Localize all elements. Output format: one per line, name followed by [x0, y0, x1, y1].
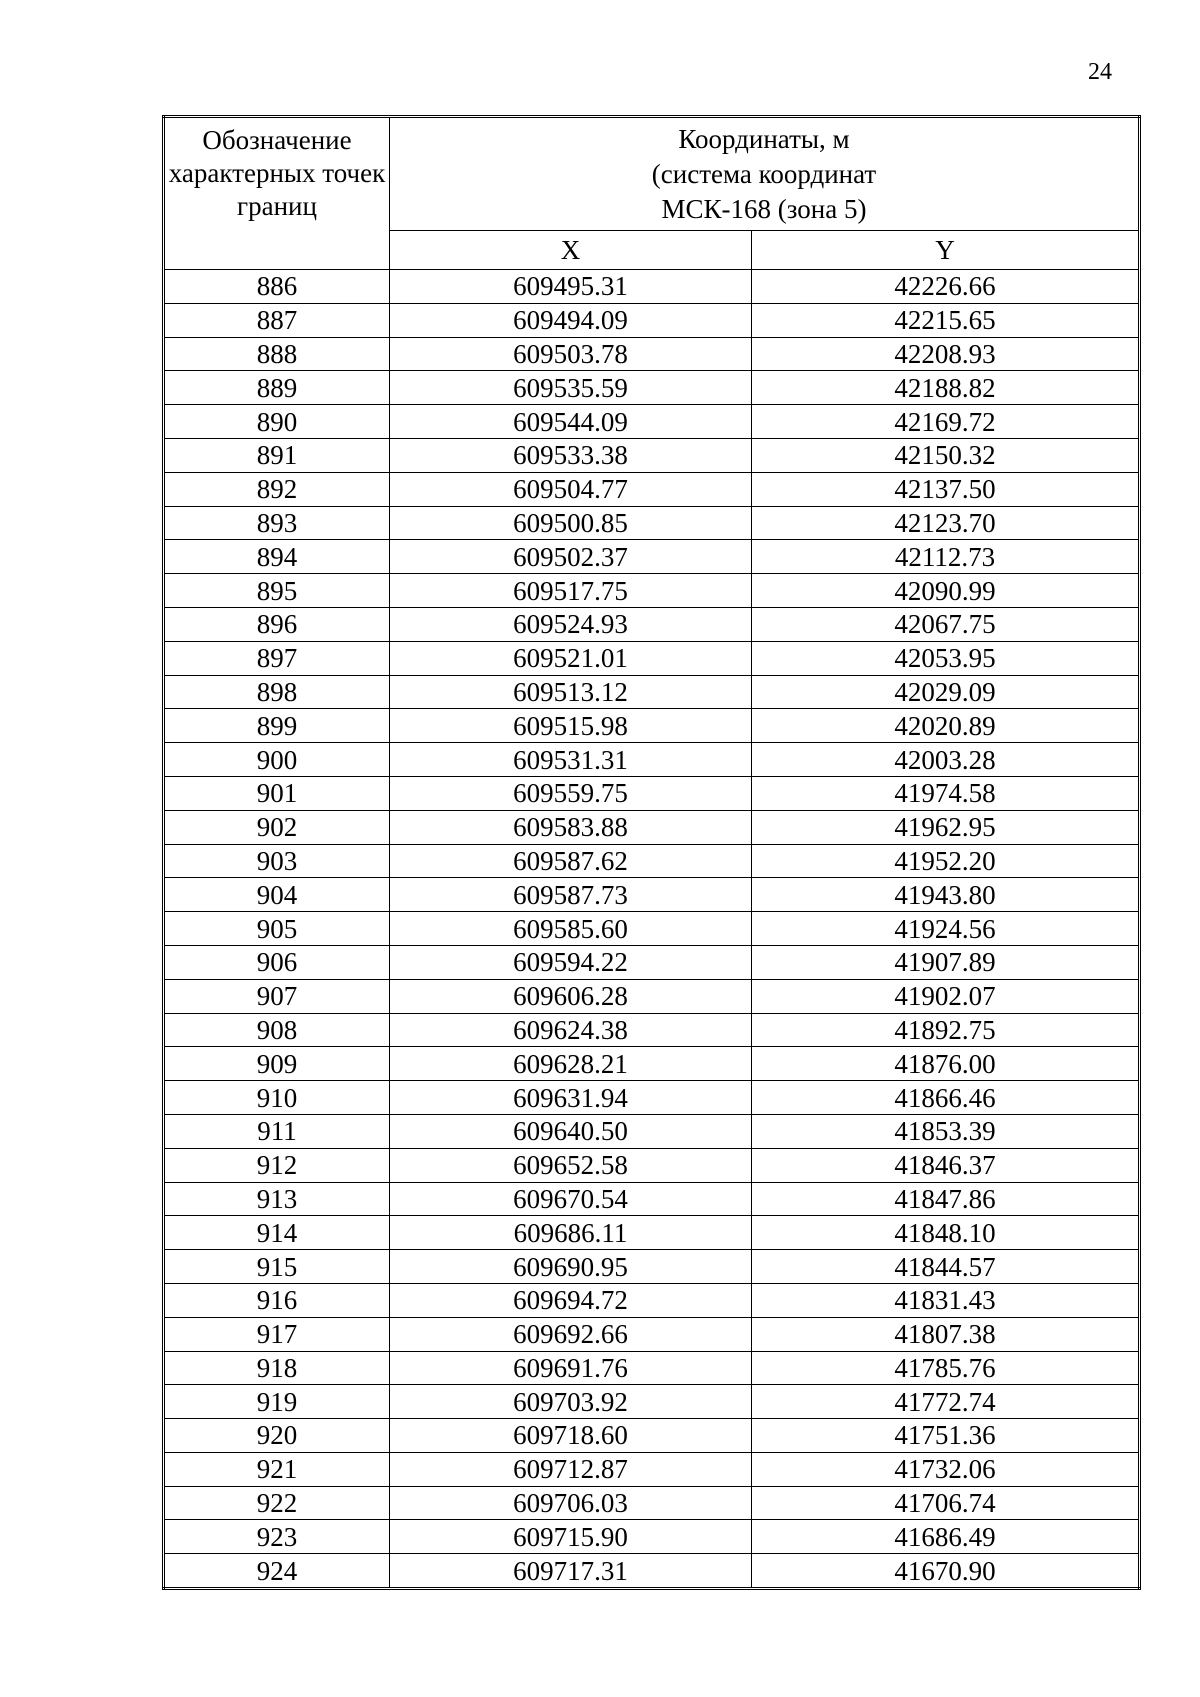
table-row — [164, 912, 1140, 946]
point-cell: 921 — [164, 1452, 390, 1486]
table-row — [164, 1047, 1140, 1081]
table-row — [164, 1013, 1140, 1047]
table-row — [164, 945, 1140, 979]
y-coordinate-cell: 41974.58 — [752, 776, 1140, 810]
table-row — [164, 371, 1140, 405]
y-coordinate-cell: 41848.10 — [752, 1216, 1140, 1250]
x-coordinate-cell: 609535.59 — [390, 371, 752, 405]
point-cell: 922 — [164, 1486, 390, 1520]
table-row — [164, 506, 1140, 540]
point-cell: 898 — [164, 675, 390, 709]
x-coordinate-cell: 609715.90 — [390, 1520, 752, 1554]
x-coordinate-cell: 609587.73 — [390, 878, 752, 912]
x-column-header: X — [390, 231, 752, 270]
table-row — [164, 1283, 1140, 1317]
point-cell: 907 — [164, 979, 390, 1013]
x-coordinate-cell: 609502.37 — [390, 540, 752, 574]
y-coordinate-cell: 41686.49 — [752, 1520, 1140, 1554]
table-row — [164, 743, 1140, 777]
x-coordinate-cell: 609718.60 — [390, 1419, 752, 1453]
point-cell: 886 — [164, 270, 390, 304]
point-cell: 901 — [164, 776, 390, 810]
x-coordinate-cell: 609706.03 — [390, 1486, 752, 1520]
table-row — [164, 1081, 1140, 1115]
y-coordinate-cell: 41772.74 — [752, 1385, 1140, 1419]
table-row — [164, 540, 1140, 574]
table-row — [164, 337, 1140, 371]
table-row — [164, 1317, 1140, 1351]
table-row — [164, 1114, 1140, 1148]
table-row — [164, 1486, 1140, 1520]
point-cell: 904 — [164, 878, 390, 912]
y-coordinate-cell: 42020.89 — [752, 709, 1140, 743]
y-column-header: Y — [752, 231, 1140, 270]
table-row — [164, 270, 1140, 304]
point-cell: 897 — [164, 641, 390, 675]
page-number: 24 — [1088, 59, 1112, 85]
point-cell: 889 — [164, 371, 390, 405]
point-cell: 912 — [164, 1148, 390, 1182]
point-cell: 910 — [164, 1081, 390, 1115]
table-row — [164, 1419, 1140, 1453]
x-coordinate-cell: 609628.21 — [390, 1047, 752, 1081]
y-coordinate-cell: 41924.56 — [752, 912, 1140, 946]
x-coordinate-cell: 609494.09 — [390, 303, 752, 337]
y-coordinate-cell: 42137.50 — [752, 472, 1140, 506]
x-coordinate-cell: 609694.72 — [390, 1283, 752, 1317]
x-coordinate-cell: 609624.38 — [390, 1013, 752, 1047]
y-coordinate-cell: 41943.80 — [752, 878, 1140, 912]
point-cell: 911 — [164, 1114, 390, 1148]
y-coordinate-cell: 41670.90 — [752, 1554, 1140, 1589]
table-row — [164, 1520, 1140, 1554]
x-coordinate-cell: 609504.77 — [390, 472, 752, 506]
point-designation-label: Обозначение характерных точек границ — [168, 125, 386, 221]
x-coordinate-cell: 609524.93 — [390, 607, 752, 641]
table-row — [164, 303, 1140, 337]
table-row — [164, 1351, 1140, 1385]
x-coordinate-cell: 609500.85 — [390, 506, 752, 540]
x-coordinate-cell: 609559.75 — [390, 776, 752, 810]
table-row — [164, 878, 1140, 912]
y-coordinate-cell: 41847.86 — [752, 1182, 1140, 1216]
y-coordinate-cell: 41807.38 — [752, 1317, 1140, 1351]
y-coordinate-cell: 42208.93 — [752, 337, 1140, 371]
point-cell: 891 — [164, 438, 390, 472]
x-coordinate-cell: 609690.95 — [390, 1250, 752, 1284]
coordinates-header-line3: МСК-168 (зона 5) — [661, 194, 867, 224]
y-coordinate-cell: 41831.43 — [752, 1283, 1140, 1317]
y-coordinate-cell: 41962.95 — [752, 810, 1140, 844]
table-row — [164, 405, 1140, 439]
point-cell: 890 — [164, 405, 390, 439]
point-cell: 918 — [164, 1351, 390, 1385]
table-row — [164, 641, 1140, 675]
y-coordinate-cell: 41844.57 — [752, 1250, 1140, 1284]
point-cell: 894 — [164, 540, 390, 574]
y-coordinate-cell: 42090.99 — [752, 574, 1140, 608]
x-coordinate-cell: 609544.09 — [390, 405, 752, 439]
x-coordinate-cell: 609583.88 — [390, 810, 752, 844]
y-coordinate-cell: 42226.66 — [752, 270, 1140, 304]
y-coordinate-cell: 41907.89 — [752, 945, 1140, 979]
y-coordinate-cell: 41876.00 — [752, 1047, 1140, 1081]
point-cell: 893 — [164, 506, 390, 540]
table-row — [164, 1385, 1140, 1419]
table-row — [164, 607, 1140, 641]
table-row — [164, 844, 1140, 878]
point-cell: 900 — [164, 743, 390, 777]
x-coordinate-cell: 609517.75 — [390, 574, 752, 608]
x-coordinate-cell: 609703.92 — [390, 1385, 752, 1419]
x-coordinate-cell: 609533.38 — [390, 438, 752, 472]
y-coordinate-cell: 41732.06 — [752, 1452, 1140, 1486]
coordinates-header — [390, 117, 1140, 231]
point-cell: 903 — [164, 844, 390, 878]
x-coordinate-cell: 609686.11 — [390, 1216, 752, 1250]
table-row — [164, 1148, 1140, 1182]
point-cell: 913 — [164, 1182, 390, 1216]
table-row — [164, 776, 1140, 810]
x-coordinate-cell: 609652.58 — [390, 1148, 752, 1182]
point-cell: 917 — [164, 1317, 390, 1351]
table-row — [164, 472, 1140, 506]
coordinates-header-line1: Координаты, м — [678, 124, 850, 154]
y-coordinate-cell: 41952.20 — [752, 844, 1140, 878]
x-coordinate-cell: 609503.78 — [390, 337, 752, 371]
point-cell: 887 — [164, 303, 390, 337]
y-coordinate-cell: 42188.82 — [752, 371, 1140, 405]
point-cell: 919 — [164, 1385, 390, 1419]
table-row — [164, 709, 1140, 743]
point-cell: 905 — [164, 912, 390, 946]
y-coordinate-cell: 42169.72 — [752, 405, 1140, 439]
y-coordinate-cell: 41853.39 — [752, 1114, 1140, 1148]
table-row — [164, 574, 1140, 608]
table-row — [164, 675, 1140, 709]
x-coordinate-cell: 609631.94 — [390, 1081, 752, 1115]
table-row — [164, 438, 1140, 472]
point-cell: 899 — [164, 709, 390, 743]
x-coordinate-cell: 609495.31 — [390, 270, 752, 304]
x-coordinate-cell: 609513.12 — [390, 675, 752, 709]
y-coordinate-cell: 41846.37 — [752, 1148, 1140, 1182]
table-row — [164, 1182, 1140, 1216]
x-coordinate-cell: 609585.60 — [390, 912, 752, 946]
x-coordinate-cell: 609587.62 — [390, 844, 752, 878]
point-cell: 896 — [164, 607, 390, 641]
table-row — [164, 1250, 1140, 1284]
x-coordinate-cell: 609712.87 — [390, 1452, 752, 1486]
point-cell: 895 — [164, 574, 390, 608]
coordinates-header-line2: (система координат — [651, 159, 877, 189]
coordinates-table — [162, 115, 1141, 1590]
y-coordinate-cell: 42150.32 — [752, 438, 1140, 472]
point-cell: 920 — [164, 1419, 390, 1453]
x-coordinate-cell: 609670.54 — [390, 1182, 752, 1216]
y-coordinate-cell: 41866.46 — [752, 1081, 1140, 1115]
point-cell: 915 — [164, 1250, 390, 1284]
y-coordinate-cell: 41706.74 — [752, 1486, 1140, 1520]
point-cell: 906 — [164, 945, 390, 979]
point-cell: 902 — [164, 810, 390, 844]
point-cell: 914 — [164, 1216, 390, 1250]
table-row — [164, 1216, 1140, 1250]
x-coordinate-cell: 609594.22 — [390, 945, 752, 979]
y-coordinate-cell: 42123.70 — [752, 506, 1140, 540]
table-row — [164, 1452, 1140, 1486]
y-coordinate-cell: 42215.65 — [752, 303, 1140, 337]
x-coordinate-cell: 609515.98 — [390, 709, 752, 743]
y-coordinate-cell: 42003.28 — [752, 743, 1140, 777]
y-coordinate-cell: 41751.36 — [752, 1419, 1140, 1453]
table-row — [164, 810, 1140, 844]
x-coordinate-cell: 609531.31 — [390, 743, 752, 777]
point-cell: 923 — [164, 1520, 390, 1554]
point-cell: 908 — [164, 1013, 390, 1047]
y-coordinate-cell: 42029.09 — [752, 675, 1140, 709]
x-coordinate-cell: 609691.76 — [390, 1351, 752, 1385]
table-row — [164, 979, 1140, 1013]
point-cell: 892 — [164, 472, 390, 506]
point-designation-header — [164, 117, 390, 270]
y-coordinate-cell: 41892.75 — [752, 1013, 1140, 1047]
table-header — [164, 117, 1140, 270]
point-cell: 916 — [164, 1283, 390, 1317]
x-coordinate-cell: 609717.31 — [390, 1554, 752, 1589]
point-cell: 888 — [164, 337, 390, 371]
table-body — [164, 270, 1140, 1589]
y-coordinate-cell: 42112.73 — [752, 540, 1140, 574]
table-row — [164, 1554, 1140, 1589]
y-coordinate-cell: 42067.75 — [752, 607, 1140, 641]
y-coordinate-cell: 42053.95 — [752, 641, 1140, 675]
point-cell: 909 — [164, 1047, 390, 1081]
x-coordinate-cell: 609606.28 — [390, 979, 752, 1013]
x-coordinate-cell: 609692.66 — [390, 1317, 752, 1351]
y-coordinate-cell: 41785.76 — [752, 1351, 1140, 1385]
point-cell: 924 — [164, 1554, 390, 1589]
y-coordinate-cell: 41902.07 — [752, 979, 1140, 1013]
x-coordinate-cell: 609640.50 — [390, 1114, 752, 1148]
x-coordinate-cell: 609521.01 — [390, 641, 752, 675]
